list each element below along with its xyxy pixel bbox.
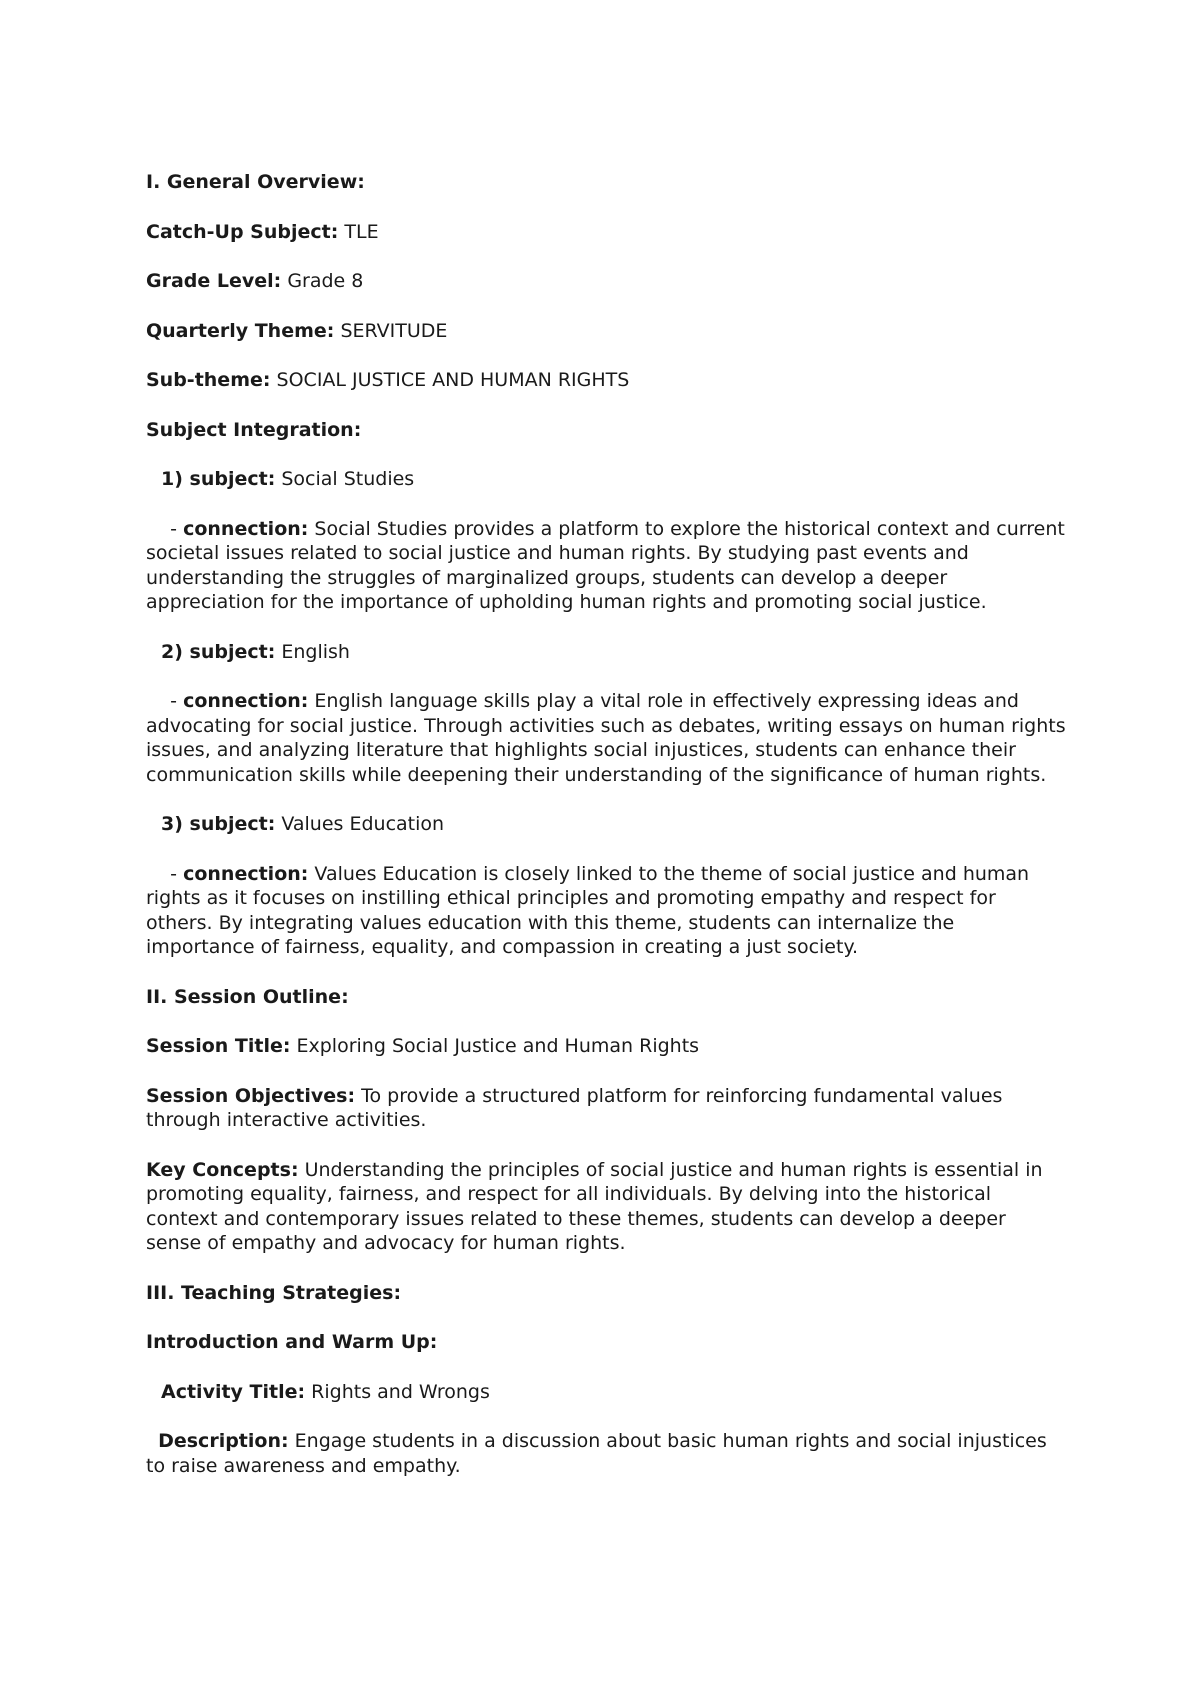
subject-label: 3) subject:: [161, 813, 276, 835]
connection-label: connection:: [183, 517, 309, 540]
activity-title-value: Rights and Wrongs: [311, 1380, 490, 1403]
activity-description-paragraph: [146, 1429, 1066, 1478]
connection-paragraph-1: - connection: Social Studies provides a platform to explore the historical context and current societal issues related to social justice and human rights. By studying past events and understanding the struggles of marginalized groups, students can develop a deeper appreciation for the importance of upholding human rights and promoting social justice.: [146, 517, 1065, 613]
subject-label: 1) subject:: [161, 468, 276, 490]
key-concepts-paragraph: [146, 1158, 1066, 1256]
subject-value: English: [281, 640, 350, 663]
subject-item-2: [146, 640, 1066, 665]
subject-value: Social Studies: [281, 468, 415, 490]
catch-up-subject-label: Catch-Up Subject:: [146, 220, 339, 243]
subject-value: Values Education: [281, 813, 445, 835]
connection-text: English language skills play a vital role in effectively expressing ideas and advocating for social justice. Through activities such as debates, writing essays on human rights issues, and analyzing literature that highlights social injustices, students can enhance their communication skills while deepening their understanding of the significance of human rights.: [146, 690, 1066, 786]
grade-level-label: Grade Level:: [146, 270, 282, 292]
session-title-value: Exploring Social Justice and Human Rights: [296, 1035, 700, 1057]
connection-text: Social Studies provides a platform to explore the historical context and current societal issues related to social justice and human rights. By studying past events and understanding the struggles of marginalized groups, students can develop a deeper appreciation for the importance of upholding human rights and promoting social justice.: [146, 517, 1065, 613]
session-objectives-label: Session Objectives:: [146, 1084, 356, 1107]
connection-paragraph-3: - connection: Values Education is closely linked to the theme of social justice and human rights as it focuses on instilling ethical principles and promoting empathy and respect for others. By integrating values education with this theme, students can internalize the importance of fairness, equality, and compassion in creating a just society.: [146, 862, 1030, 958]
connection-text: Values Education is closely linked to the theme of social justice and human rights as it focuses on instilling ethical principles and promoting empathy and respect for others. By integrating values education with this theme, students can internalize the importance of fairness, equality, and compassion in creating a just society.: [146, 862, 1030, 958]
activity-title-line: [146, 1380, 1066, 1405]
activity-title-label: Activity Title:: [161, 1380, 306, 1403]
connection-paragraph-2: - connection: English language skills play a vital role in effectively expressing ideas and advocating for social justice. Through activities such as debates, writing essays on human rights issues, and analyzing literature that highlights social injustices, students can enhance their communication skills while deepening their understanding of the significance of human rights.: [146, 690, 1066, 786]
catch-up-subject-line: [146, 220, 1066, 245]
connection-label: connection:: [183, 690, 309, 712]
session-title-label: Session Title:: [146, 1035, 291, 1057]
section-heading-general-overview: I. General Overview:: [146, 171, 365, 193]
session-title-line: [146, 1034, 1066, 1059]
subject-item-3: [146, 812, 1066, 837]
introduction-warm-up-heading: Introduction and Warm Up:: [146, 1331, 438, 1353]
key-concepts-label: Key Concepts:: [146, 1158, 299, 1181]
grade-level-line: [146, 269, 1066, 294]
key-concepts-value: Understanding the principles of social justice and human rights is essential in promoting equality, fairness, and respect for all individuals. By delving into the historical context and contemporary issues related to these themes, students can develop a deeper sense of empathy and advocacy for human rights.: [146, 1158, 1043, 1254]
subject-item-1: [146, 467, 1066, 492]
description-label: Description:: [158, 1430, 289, 1452]
sub-theme-label: Sub-theme:: [146, 369, 271, 391]
connection-label: connection:: [183, 862, 309, 885]
grade-level-value: Grade 8: [287, 270, 364, 292]
quarterly-theme-line: [146, 319, 1066, 344]
document-body: [146, 170, 1066, 1503]
session-objectives-paragraph: [146, 1084, 1066, 1133]
sub-theme-value: SOCIAL JUSTICE AND HUMAN RIGHTS: [276, 369, 630, 391]
sub-theme-line: [146, 368, 1066, 393]
subject-label: 2) subject:: [161, 640, 276, 663]
catch-up-subject-value: TLE: [344, 220, 379, 243]
section-heading-session-outline: II. Session Outline:: [146, 985, 349, 1008]
quarterly-theme-value: SERVITUDE: [340, 319, 448, 342]
session-objectives-value: To provide a structured platform for reinforcing fundamental values through interactive activities.: [146, 1084, 1003, 1131]
quarterly-theme-label: Quarterly Theme:: [146, 319, 335, 342]
subject-integration-heading: Subject Integration:: [146, 418, 362, 441]
description-value: Engage students in a discussion about basic human rights and social injustices to raise awareness and empathy.: [146, 1430, 1047, 1477]
section-heading-teaching-strategies: III. Teaching Strategies:: [146, 1281, 402, 1304]
